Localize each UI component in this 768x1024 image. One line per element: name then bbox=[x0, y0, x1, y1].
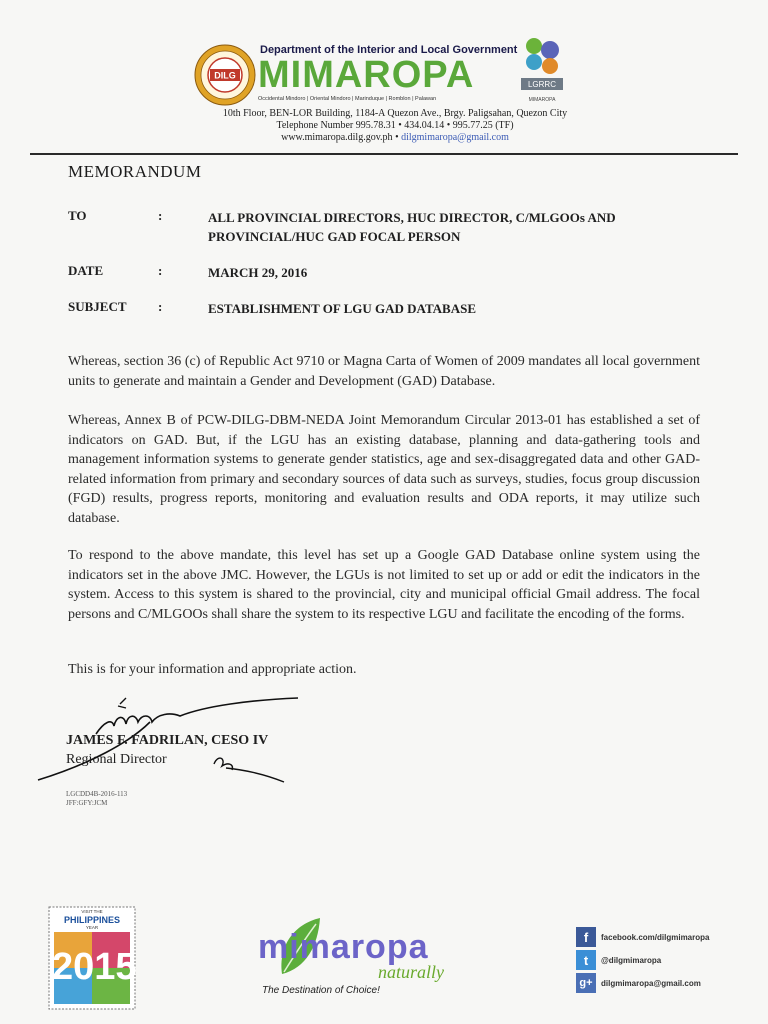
body-paragraph-1: Whereas, section 36 (c) of Republic Act 9710 or Magna Carta of Women of 2009 mandates all local government units to generate and maintain a Gender and Development (GAD) Database. bbox=[68, 354, 700, 389]
subject-label: SUBJECT bbox=[68, 299, 127, 314]
body-paragraph-4: This is for your information and appropriate action. bbox=[68, 662, 357, 677]
google-plus-icon: g+ bbox=[576, 973, 596, 993]
email-link[interactable]: dilgmimaropa@gmail.com bbox=[401, 132, 509, 143]
signatory-name: JAMES F. FADRILAN, CESO IV bbox=[66, 733, 269, 748]
reference-number: LGCDD4B-2016-113 bbox=[66, 790, 128, 798]
to-value: ALL PROVINCIAL DIRECTORS, HUC DIRECTOR, C/MLGOOs AND PROVINCIAL/HUC GAD FOCAL PERSON bbox=[208, 210, 616, 244]
visit-year-label: YEAR bbox=[85, 925, 99, 930]
subject-colon: : bbox=[158, 299, 163, 314]
provinces-list: Occidental Mindoro | Oriental Mindoro | Marinduque | Romblon | Palawan bbox=[258, 96, 437, 102]
lgrrc-region-label: MIMAROPA bbox=[528, 97, 556, 103]
visit-country: PHILIPPINES bbox=[63, 915, 120, 925]
facebook-icon: f bbox=[576, 927, 596, 947]
footer-brand: mimaropa bbox=[258, 928, 429, 966]
header-divider bbox=[30, 153, 738, 155]
reference-initials: JFF:GFY:JCM bbox=[66, 799, 108, 807]
to-label: TO bbox=[68, 208, 87, 223]
address-line: 10th Floor, BEN-LOR Building, 1184-A Quezon Ave., Brgy. Paligsahan, Quezon City bbox=[222, 108, 568, 119]
separator-bullet: • bbox=[392, 132, 402, 143]
body-paragraph-3: To respond to the above mandate, this level has set up a Google GAD Database online system using the indicators set in the above JMC. However, the LGUs is not limited to set up or add or edit the indicators in the system. Access to this system is shared to the provincial, city and municipal official Gmail address. The focal persons and C/MLGOOs shall share the system to its respective LGU and facilitate the encoding of the forms. bbox=[68, 548, 700, 622]
visit-label: VISIT THE bbox=[81, 909, 103, 914]
body-paragraph-2: Whereas, Annex B of PCW-DILG-DBM-NEDA Joint Memorandum Circular 2013-01 has established a set of indicators on GAD. But, if the LGU has an existing database, planning and data-gathering tools and management information systems to generate gender statistics, age and sex-disaggregated data and other GAD-related information from primary and secondary sources of data such as surveys, studies, focus group discussion (FGD) results, progress reports, monitoring and evaluation results and ODA reports, it may utilize such database. bbox=[68, 413, 700, 526]
dilg-seal-text: DILG bbox=[214, 70, 236, 81]
office-address bbox=[150, 108, 640, 144]
website-link[interactable]: www.mimaropa.dilg.gov.ph bbox=[281, 132, 393, 143]
dilg-seal-logo bbox=[194, 44, 256, 106]
department-name: Department of the Interior and Local Government bbox=[260, 44, 518, 56]
facebook-text: facebook.com/dilgmimaropa bbox=[601, 932, 710, 942]
lgrrc-logo bbox=[520, 34, 564, 100]
visit-year: 2015 bbox=[52, 946, 137, 988]
date-value: MARCH 29, 2016 bbox=[208, 265, 308, 280]
google-plus-link[interactable] bbox=[576, 972, 701, 994]
footer-brand-naturally: naturally bbox=[378, 962, 444, 982]
memo-title: MEMORANDUM bbox=[68, 162, 202, 181]
region-name: MIMAROPA bbox=[258, 54, 475, 96]
reference-code bbox=[66, 790, 127, 808]
twitter-text: @dilgmimaropa bbox=[601, 955, 662, 965]
date-colon: : bbox=[158, 263, 163, 278]
signatory-title: Regional Director bbox=[66, 752, 167, 767]
twitter-link[interactable] bbox=[576, 949, 661, 971]
footer-tagline: The Destination of Choice! bbox=[262, 985, 380, 996]
date-label: DATE bbox=[68, 263, 104, 278]
subject-value: ESTABLISHMENT OF LGU GAD DATABASE bbox=[208, 301, 476, 316]
twitter-icon: t bbox=[576, 950, 596, 970]
facebook-link[interactable] bbox=[576, 926, 709, 948]
web-contact-line bbox=[150, 132, 640, 144]
email-text: dilgmimaropa@gmail.com bbox=[601, 978, 701, 988]
telephone-line: Telephone Number 995.78.31 • 434.04.14 • 995.77.25 (TF) bbox=[276, 120, 514, 131]
lgrrc-label: LGRRC bbox=[527, 80, 556, 89]
to-colon: : bbox=[158, 208, 163, 223]
